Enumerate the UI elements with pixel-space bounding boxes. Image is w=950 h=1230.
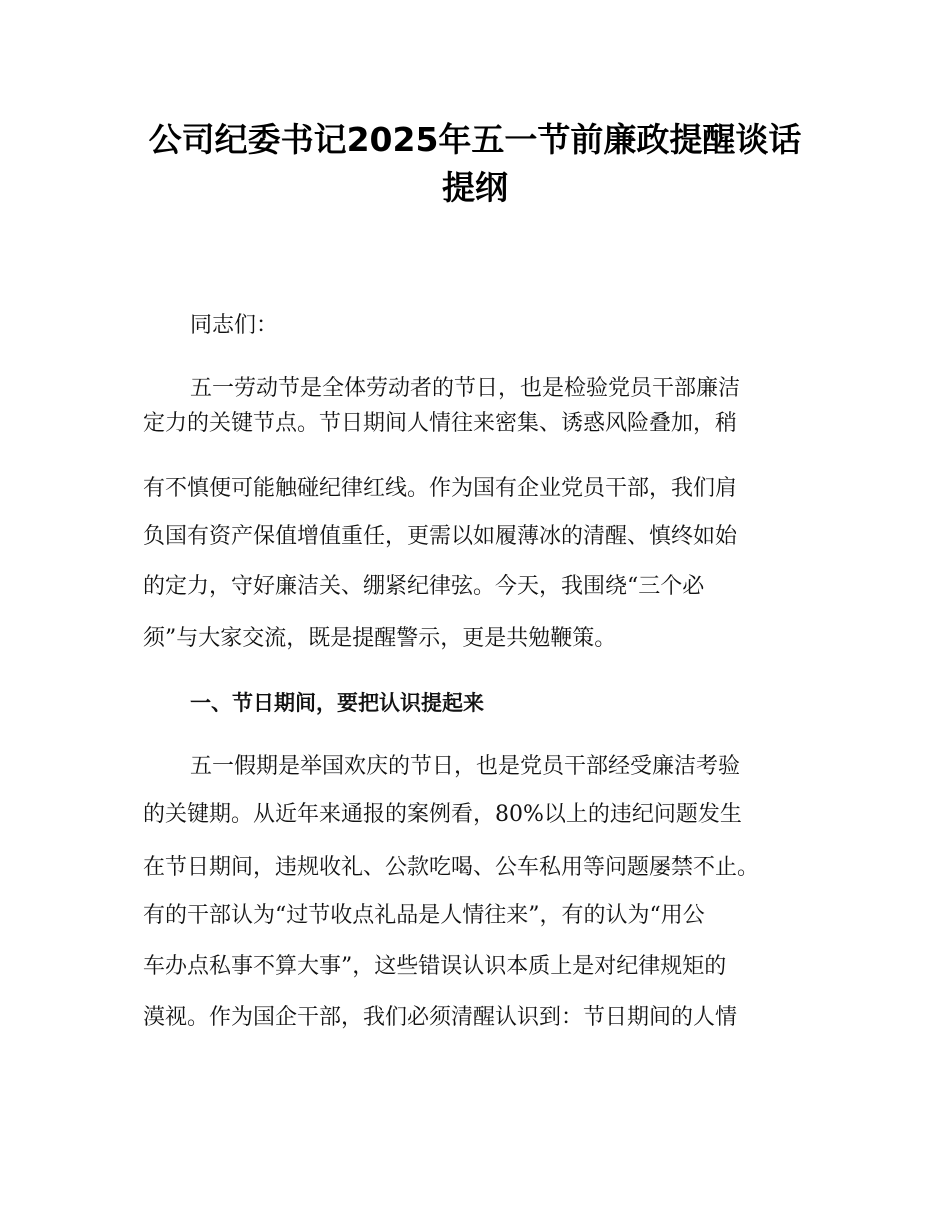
paragraph-2-line: 漠视。作为国企干部，我们必须清醒认识到：节日期间的人情: [143, 1005, 738, 1030]
document-title-line-1: 公司纪委书记2025年五一节前廉政提醒谈话: [148, 120, 802, 159]
paragraph-1-line: 五一劳动节是全体劳动者的节日，也是检验党员干部廉洁: [190, 376, 741, 401]
paragraph-1-line: 的定力，守好廉洁关、绷紧纪律弦。今天，我围绕“三个必: [143, 574, 705, 599]
section-heading: 一、节日期间，要把认识提起来: [190, 691, 484, 715]
paragraph-1-line: 须”与大家交流，既是提醒警示，更是共勉鞭策。: [143, 626, 617, 651]
paragraph-1-line: 有不慎便可能触碰纪律红线。作为国有企业党员干部，我们肩: [143, 476, 738, 501]
paragraph-1-line: 定力的关键节点。节日期间人情往来密集、诱惑风险叠加，稍: [143, 411, 738, 436]
paragraph-2-line: 的关键期。从近年来通报的案例看，80%以上的违纪问题发生: [143, 802, 742, 827]
document-title-line-2: 提纲: [442, 168, 508, 207]
paragraph-2-line: 五一假期是举国欢庆的节日，也是党员干部经受廉洁考验: [190, 754, 741, 779]
paragraph-1-line: 负国有资产保值增值重任，更需以如履薄冰的清醒、慎终如始: [143, 524, 738, 549]
salutation: 同志们：: [190, 313, 279, 338]
paragraph-2-line: 有的干部认为“过节收点礼品是人情往来”，有的认为“用公: [143, 903, 705, 928]
paragraph-2-line: 在节日期间，违规收礼、公款吃喝、公车私用等问题屡禁不止。: [143, 855, 760, 880]
paragraph-2-line: 车办点私事不算大事”，这些错误认识本质上是对纪律规矩的: [143, 954, 727, 979]
